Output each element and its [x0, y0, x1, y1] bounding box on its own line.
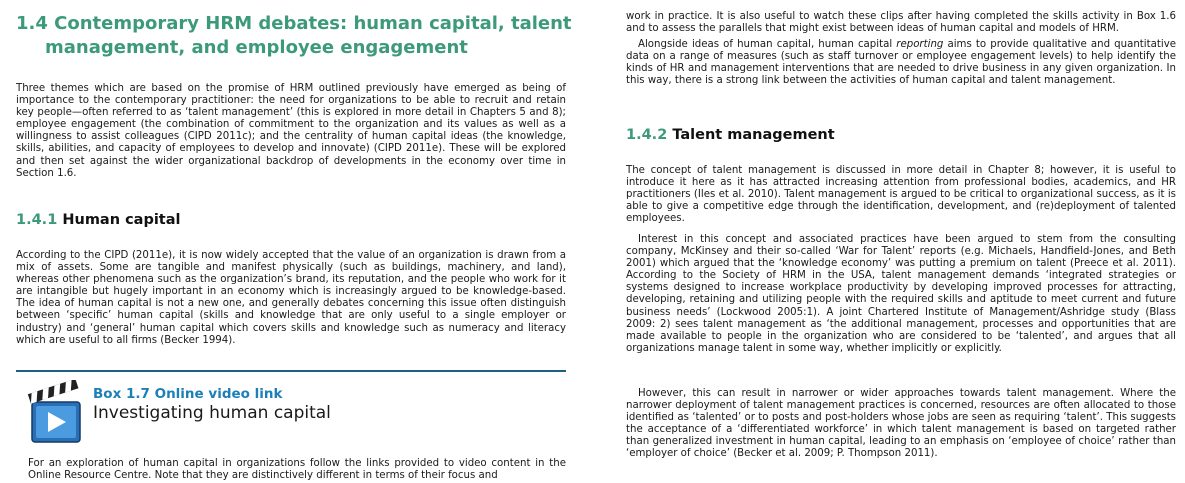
main-heading — [16, 12, 576, 60]
box-title: Box 1.7 Online video link — [93, 386, 283, 402]
section-title: Human capital — [62, 212, 181, 228]
talent-paragraph-3: However, this can result in narrower or wider approaches towards talent management. Where the narrower deployment of talent management practices is concerned, resources are often allocated to those identified as ‘talented’ or to posts and post-holders whose jobs are seen as requiring ‘talent’. This suggests the acceptance of a ‘differentiated workforce’ in which talent management is based on targeted rather than generalized investment in human capital, leading to an emphasis on ‘employee of choice’ rather than ‘employer of choice’ (Becker et al. 2009; P. Thompson 2011). — [626, 388, 1176, 460]
main-heading-line1: 1.4 Contemporary HRM debates: human capital, talent — [16, 13, 572, 34]
box-top-rule — [16, 370, 566, 372]
hc-reporting-post: aims to provide qualitative and quantitative data on a range of measures (such as staff turnover or employee engagement levels) to help identify the kinds of HR and management interventions that are needed to drive business in any given organization. In this way, there is a strong link between the activities of human capital and talent management. — [626, 39, 1176, 87]
section-number: 1.4.2 — [626, 127, 668, 143]
section-number: 1.4.1 — [16, 212, 58, 228]
box-subtitle: Investigating human capital — [93, 403, 331, 423]
hc-reporting-emphasis: reporting — [896, 39, 944, 50]
continued-paragraph: work in practice. It is also useful to watch these clips after having completed the skills activity in Box 1.6 and to assess the parallels that might exist between ideas of human capital and models of HRM. — [626, 11, 1176, 35]
talent-paragraph-1: The concept of talent management is discussed in more detail in Chapter 8; however, it is useful to introduce it here as it has attracted increasing attention from professional bodies, academics, and HR practitioners (Iles et al. 2010). Talent management is argued to be critical to organizational success, as it is able to give a competitive edge through the identification, development, and (re)deployment of talented employees. — [626, 165, 1176, 225]
main-heading-line2: management, and employee engagement — [45, 37, 468, 58]
left-column — [16, 0, 572, 483]
box-paragraph: For an exploration of human capital in organizations follow the links provided to video content in the Online Resource Centre. Note that they are distinctively different in terms of their focus and — [28, 458, 566, 482]
intro-paragraph: Three themes which are based on the promise of HRM outlined previously have emerged as being of importance to the contemporary practitioner: the need for organizations to be able to recruit and retain key people—often referred to as ‘talent management’ (this is explored in more detail in Chapters 5 and 8); employee engagement (the combination of commitment to the organization and its values as well as a willingness to assist colleagues (CIPD 2011c); and the centrality of human capital ideas (the knowledge, skills, abilities, and capacity of employees to develop and innovate) (CIPD 2011e). These will be explored and then set against the wider organizational backdrop of developments in the economy over time in Section 1.6. — [16, 83, 566, 179]
right-column — [626, 0, 1176, 483]
section-heading-human-capital — [16, 211, 566, 229]
section-title: Talent management — [672, 127, 835, 143]
hc-reporting-pre: Alongside ideas of human capital, human capital — [638, 39, 897, 50]
video-clapperboard-icon — [26, 380, 86, 450]
talent-paragraph-2: Interest in this concept and associated practices have been argued to stem from the consulting company, McKinsey and their so-called ‘War for Talent’ reports (e.g. Michaels, Handfield-Jones, and Beth 2001) which argued that the ‘knowledge economy’ was putting a premium on talent (Preece et al. 2011). According to the Society of HRM in the USA, talent management demands ‘integrated strategies or systems designed to increase workplace productivity by developing improved processes for attracting, developing, retaining and utilizing people with the required skills and aptitude to meet current and future business needs’ (Lockwood 2005:1). A joint Chartered Institute of Management/Ashridge study (Blass 2009: 2) sees talent management as ‘the additional management, processes and opportunities that are made available to people in the organization who are considered to be ‘talented’, and argues that all organizations manage talent in some way, whether implicitly or explicitly. — [626, 234, 1176, 354]
human-capital-paragraph: According to the CIPD (2011e), it is now widely accepted that the value of an organization is drawn from a mix of assets. Some are tangible and manifest physically (such as buildings, machinery, and land), whereas other phenomena such as the organization’s brand, its reputation, and the people who work for it are intangible but hugely important in an economy which is increasingly argued to be knowledge-based. The idea of human capital is not a new one, and generally debates concerning this issue often distinguish between ‘specific’ human capital (skills and knowledge that are only useful to a single employer or industry) and ‘general’ human capital which covers skills and knowledge such as numeracy and literacy which are useful to all firms (Becker 1994). — [16, 250, 566, 346]
hc-reporting-paragraph — [626, 39, 1176, 87]
section-heading-talent-management — [626, 126, 1176, 144]
